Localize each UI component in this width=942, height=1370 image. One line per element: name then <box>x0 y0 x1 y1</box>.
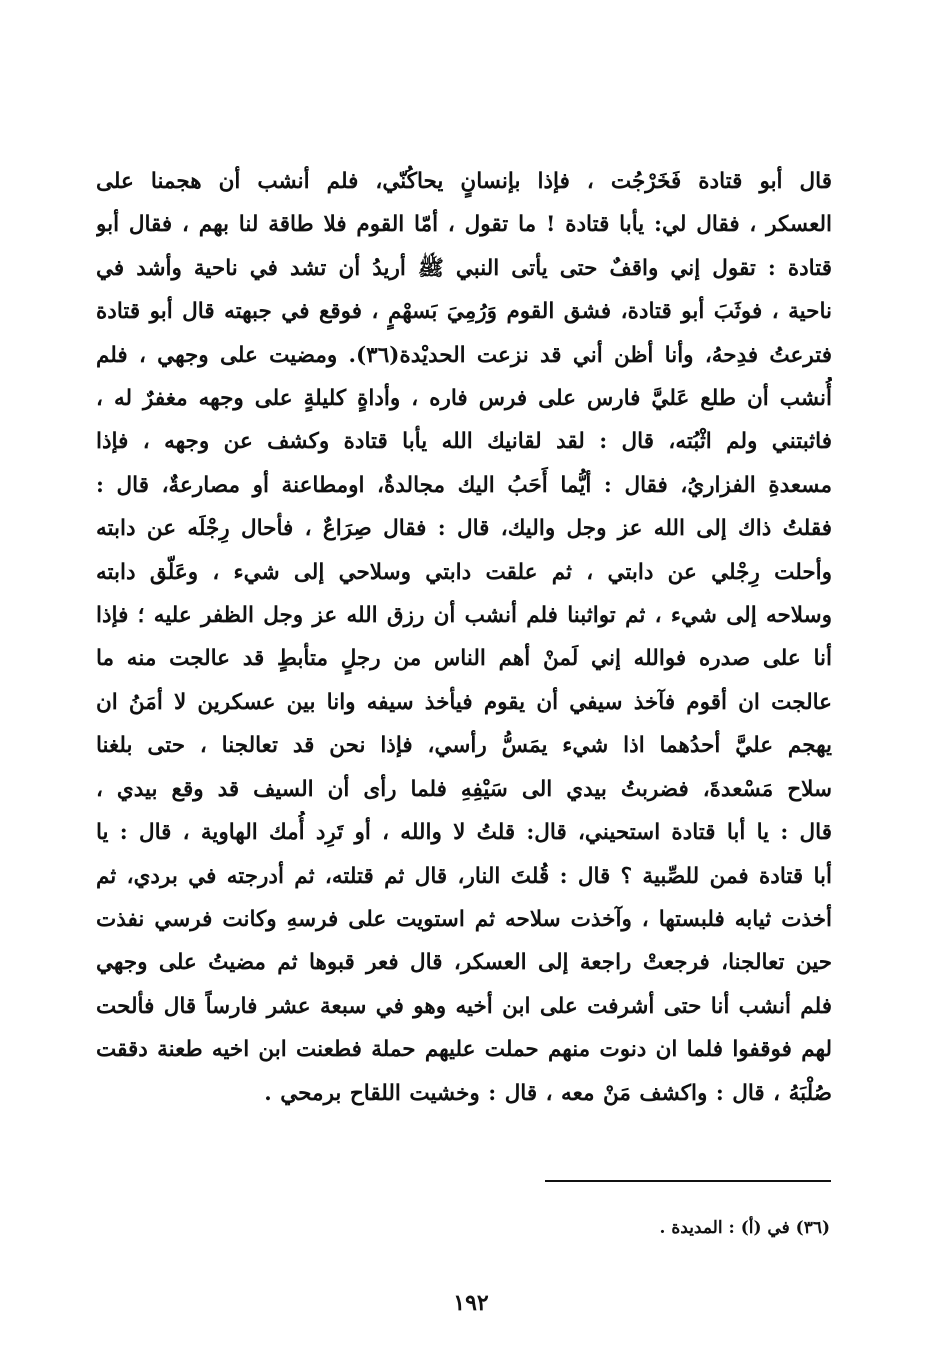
text-line: فلم أنشب أنا حتى أشرفت على ابن أخيه وهو في سبعة عشر فارساً قال فألحت <box>96 993 832 1019</box>
text-line: أُنشب أن طلع عَليَّ فارس على فرس فاره ، وأداةٍ كليلةٍ على وجهه مغفرٌ له ، <box>96 386 832 412</box>
text-line: يهجم عليَّ أحدُهما اذا شيء يمَسُّ رأسي، فإذا نحن قد تعالجنا ، حتى بلغنا <box>96 733 832 759</box>
footnote-divider <box>545 1180 831 1182</box>
footnote: (٣٦) في (أ) : المديدة . <box>659 1218 830 1238</box>
text-line: فاثبتني ولم اثْبُته، قال : لقد لقانيك الله يأبا قتادة وكشف عن وجهه ، فإذا <box>96 429 832 455</box>
text-line: قتادة : تقول إني واقفٌ حتى يأتى النبي ﷺ أريدُ أن تشد في ناحية وأشد في <box>96 255 832 281</box>
text-line: فقلتُ ذاك إلى الله عز وجل واليك، قال : فقال صِرَاعٌ ، فأحال رِجْلَه عن دابته <box>96 516 832 542</box>
page-number: ١٩٢ <box>453 1290 489 1316</box>
text-line: مسعدةِ الفزاريُ، فقال : أيُّما أَحَبُ اليك مجالدةٌ، اومطاعنة أو مصارعةٌ، قال : <box>96 472 832 498</box>
text-line: حين تعالجنا، فرجعتْ راجعة إلى العسكر، قال فعر قبوها ثم مضيتُ على وجهي <box>96 950 832 976</box>
text-line: قال أبو قتادة فَخَرْجُت ، فإذا بإنسانٍ يحاكُنّي، فلم أنشب أن هجمنا على <box>96 169 832 194</box>
text-line: أنا على صدره فوالله إني لَمنْ أهم الناس من رجلٍ متأبطٍ قد عالجت منه ما <box>96 646 832 672</box>
text-line: وأحلت رِجْلي عن دابتي ، ثم علقت دابتي وسلاحي إلى شيء ، وعَلّق دابته <box>96 559 832 585</box>
text-line: لهم فوقفوا فلما ان دنوت منهم حملت عليهم حملة فطعنت ابن اخيه طعنة دققت <box>96 1037 832 1063</box>
text-line: قال : يا أبا قتادة استحيني، قال: قلتُ لا والله ، أو تَرِد أُمك الهاوية ، قال : يا <box>96 820 832 846</box>
text-line: سلاح مَسْعدةَ، فضربتُ بيدي الى سَيْفِهِ فلما رأى أن السيف قد وقع بيدي ، <box>96 776 832 802</box>
main-text <box>96 160 832 1115</box>
text-line: ناحية ، فوثَبَ أبو قتادة، فشق القوم وَرُمِيَ بَسهْمٍ ، فوقع في جبهته قال أبو قتادة <box>96 299 832 325</box>
text-line: صُلْبَهُ ، قال : واكشف مَنْ معه ، قال : وخشيت اللقاح برمحي . <box>264 1080 832 1106</box>
text-line: أبا قتادة فمن للصِّبية ؟ قال : قُلتَ النار، قال ثم قتلته، ثم أدرجته في بردي، ثم <box>96 863 832 889</box>
text-line: فترعتُ فدِحهُ، وأنا أظن أني قد نزعت الحديْدة(٣٦). ومضيت على وجهي ، فلم <box>96 342 832 368</box>
text-line: وسلاحه إلى شيء ، ثم تواثبنا فلم أنشب أن رزق الله عز وجل الظفر عليه ؛ فإذا <box>96 603 832 629</box>
text-line: العسكر ، فقال لي: يأبا قتادة ! ما تقول ، أمّا القوم فلا طاقة لنا بهم ، فقال أبو <box>96 212 832 238</box>
text-line: عالجت ان أقوم فآخذ سيفي أن يقوم فيأخذ سيفه وانا بين عسكرين لا أمَنُ ان <box>96 689 832 715</box>
text-line: أخذت ثيابه فلبستها ، وآخذت سلاحه ثم استويت على فرسهِ وكانت فرسي نفذت <box>96 906 832 932</box>
